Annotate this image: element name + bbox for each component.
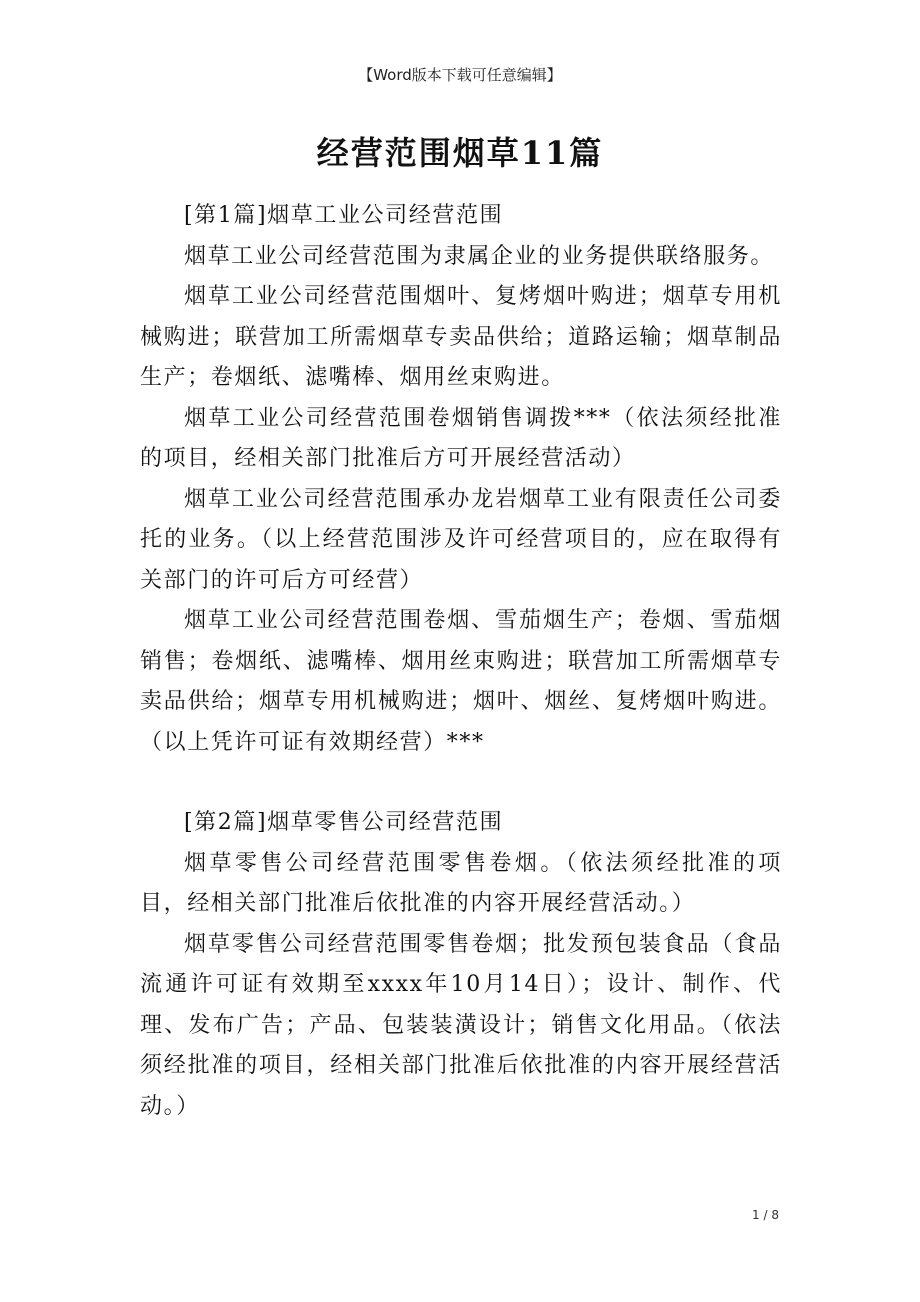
header-note: 【Word版本下载可任意编辑】	[358, 66, 562, 84]
section-heading: [第2篇]烟草零售公司经营范围	[184, 810, 504, 835]
section-1	[140, 196, 782, 763]
paragraph: 烟草工业公司经营范围卷烟销售调拨***（依法须经批准的项目，经相关部门批准后方可开展经营活动）	[140, 405, 782, 471]
paragraph: 烟草工业公司经营范围承办龙岩烟草工业有限责任公司委托的业务。（以上经营范围涉及许可经营项目的，应在取得有关部门的许可后方可经营）	[140, 486, 782, 593]
document-body	[140, 196, 782, 1127]
paragraph: 烟草零售公司经营范围零售卷烟。（依法须经批准的项目，经相关部门批准后依批准的内容开展经营活动。）	[140, 850, 782, 916]
section-heading: [第1篇]烟草工业公司经营范围	[184, 203, 504, 228]
document-title: 经营范围烟草11篇	[316, 134, 604, 172]
paragraph: 烟草零售公司经营范围零售卷烟；批发预包装食品（食品流通许可证有效期至xxxx年10月14日）；设计、制作、代理、发布广告；产品、包装装潢设计；销售文化用品。（依法须经批准的项目，经相关部门批准后依批准的内容开展经营活动。）	[140, 931, 782, 1119]
paragraph: 烟草工业公司经营范围卷烟、雪茄烟生产；卷烟、雪茄烟销售；卷烟纸、滤嘴棒、烟用丝束购进；联营加工所需烟草专卖品供给；烟草专用机械购进；烟叶、烟丝、复烤烟叶购进。（以上凭许可证有效期经营）***	[140, 608, 782, 755]
section-2	[140, 803, 782, 1127]
page-number: 1 / 8	[752, 1208, 779, 1222]
paragraph: 烟草工业公司经营范围为隶属企业的业务提供联络服务。	[184, 243, 775, 269]
paragraph: 烟草工业公司经营范围烟叶、复烤烟叶购进；烟草专用机械购进；联营加工所需烟草专卖品供给；道路运输；烟草制品生产；卷烟纸、滤嘴棒、烟用丝束购进。	[140, 284, 782, 390]
